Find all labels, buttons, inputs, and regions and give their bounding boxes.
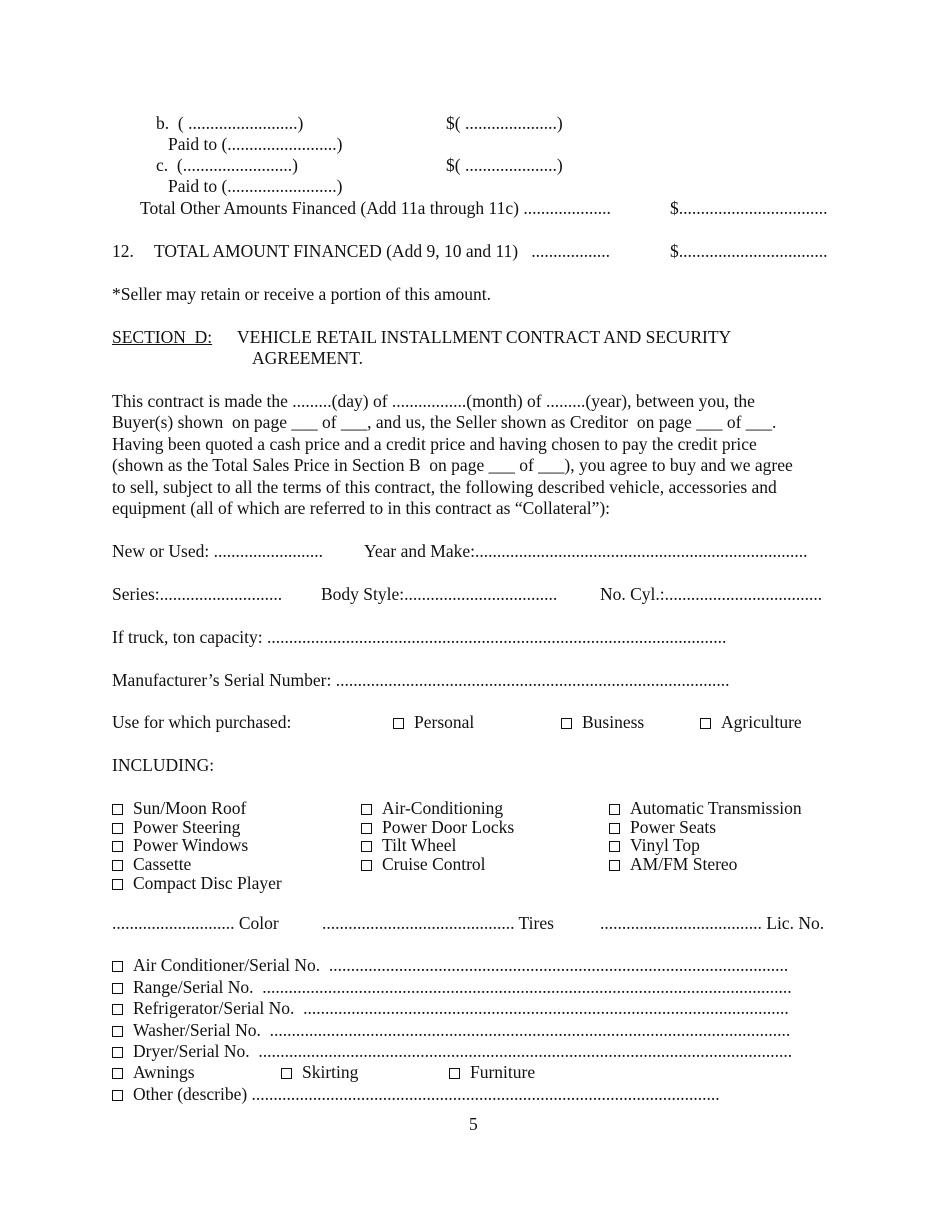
option-checkbox[interactable]: Power Steering <box>112 819 240 837</box>
option-checkbox[interactable]: Air-Conditioning <box>361 800 503 818</box>
section-d-heading: SECTION D: <box>112 327 213 347</box>
option-checkbox[interactable]: Cassette <box>112 856 191 874</box>
checkbox-icon[interactable] <box>361 823 372 834</box>
option-checkbox[interactable]: Power Seats <box>609 819 716 837</box>
appliance-checkbox[interactable]: Refrigerator/Serial No. ............................................................................................................... <box>112 1000 789 1018</box>
checkbox-icon[interactable] <box>112 1047 123 1058</box>
option-checkbox[interactable]: Vinyl Top <box>609 837 700 855</box>
awnings-checkbox[interactable]: Awnings <box>112 1064 195 1082</box>
section-d-title-line1: VEHICLE RETAIL INSTALLMENT CONTRACT AND SECURITY <box>237 327 732 347</box>
checkbox-icon[interactable] <box>112 860 123 871</box>
checkbox-icon[interactable] <box>700 718 711 729</box>
checkbox-icon[interactable] <box>609 823 620 834</box>
option-checkbox[interactable]: AM/FM Stereo <box>609 856 737 874</box>
item-11c-amount: $( .....................) <box>446 155 563 175</box>
option-checkbox[interactable]: Compact Disc Player <box>112 875 282 893</box>
checkbox-icon[interactable] <box>449 1068 460 1079</box>
item-11c-label: c. (.........................) <box>156 155 298 175</box>
item-11c-paid-to: Paid to (.........................) <box>168 176 343 196</box>
checkbox-icon[interactable] <box>112 1090 123 1101</box>
item-11b-amount: $( .....................) <box>446 113 563 133</box>
option-checkbox[interactable]: Tilt Wheel <box>361 837 456 855</box>
contract-line: equipment (all of which are referred to in this contract as “Collateral”): <box>112 498 611 518</box>
use-personal-checkbox[interactable]: Personal <box>393 714 474 732</box>
color-field[interactable]: ............................ Color <box>112 913 279 933</box>
checkbox-icon[interactable] <box>112 841 123 852</box>
furniture-checkbox[interactable]: Furniture <box>449 1064 535 1082</box>
checkbox-icon[interactable] <box>609 841 620 852</box>
total-other-amounts-value: $.................................. <box>670 198 828 218</box>
contract-line: This contract is made the .........(day) of .................(month) of .........(year), between you, the <box>112 391 755 411</box>
checkbox-icon[interactable] <box>393 718 404 729</box>
other-describe-checkbox[interactable]: Other (describe) ........................................................................................................... <box>112 1086 720 1104</box>
checkbox-icon[interactable] <box>112 1026 123 1037</box>
appliance-checkbox[interactable]: Washer/Serial No. ....................................................................................................................... <box>112 1022 790 1040</box>
including-label: INCLUDING: <box>112 755 215 775</box>
appliance-checkbox[interactable]: Dryer/Serial No. .......................................................................................................................... <box>112 1043 792 1061</box>
checkbox-icon[interactable] <box>281 1068 292 1079</box>
skirting-checkbox[interactable]: Skirting <box>281 1064 358 1082</box>
checkbox-icon[interactable] <box>561 718 572 729</box>
checkbox-icon[interactable] <box>609 860 620 871</box>
appliance-checkbox[interactable]: Range/Serial No. ......................................................................................................................... <box>112 979 792 997</box>
checkbox-icon[interactable] <box>609 804 620 815</box>
appliance-checkbox[interactable]: Air Conditioner/Serial No. ......................................................................................................... <box>112 957 788 975</box>
option-checkbox[interactable]: Power Windows <box>112 837 248 855</box>
serial-number-field[interactable]: Manufacturer’s Serial Number: .......................................................................................... <box>112 670 730 690</box>
checkbox-icon[interactable] <box>112 879 123 890</box>
checkbox-icon[interactable] <box>112 804 123 815</box>
checkbox-icon[interactable] <box>112 1004 123 1015</box>
year-and-make-field[interactable]: Year and Make:............................................................................ <box>364 541 808 561</box>
option-checkbox[interactable]: Power Door Locks <box>361 819 514 837</box>
contract-line: to sell, subject to all the terms of this contract, the following described vehicle, accessories and <box>112 477 777 497</box>
checkbox-icon[interactable] <box>361 804 372 815</box>
section-d-title-line2: AGREEMENT. <box>252 348 363 368</box>
no-cyl-field[interactable]: No. Cyl.:.................................... <box>600 584 823 604</box>
option-checkbox[interactable]: Sun/Moon Roof <box>112 800 246 818</box>
item-11b-paid-to: Paid to (.........................) <box>168 134 343 154</box>
checkbox-icon[interactable] <box>112 961 123 972</box>
use-business-checkbox[interactable]: Business <box>561 714 644 732</box>
body-style-field[interactable]: Body Style:................................... <box>321 584 558 604</box>
checkbox-icon[interactable] <box>361 841 372 852</box>
item-12-number: 12. <box>112 241 134 261</box>
option-checkbox[interactable]: Automatic Transmission <box>609 800 802 818</box>
contract-line: (shown as the Total Sales Price in Section B on page ___ of ___), you agree to buy and we agree <box>112 455 793 475</box>
item-11b-label: b. ( .........................) <box>156 113 304 133</box>
contract-line: Buyer(s) shown on page ___ of ___, and us, the Seller shown as Creditor on page ___ of ___. <box>112 412 777 432</box>
truck-capacity-field[interactable]: If truck, ton capacity: ......................................................................................................... <box>112 627 727 647</box>
checkbox-icon[interactable] <box>112 1068 123 1079</box>
checkbox-icon[interactable] <box>112 823 123 834</box>
tires-field[interactable]: ............................................ Tires <box>322 913 554 933</box>
seller-note: *Seller may retain or receive a portion of this amount. <box>112 284 492 304</box>
checkbox-icon[interactable] <box>112 983 123 994</box>
contract-line: Having been quoted a cash price and a credit price and having chosen to pay the credit price <box>112 434 757 454</box>
item-12-label: TOTAL AMOUNT FINANCED (Add 9, 10 and 11) .................. <box>154 241 611 261</box>
lic-no-field[interactable]: ..................................... Lic. No. <box>600 913 825 933</box>
checkbox-icon[interactable] <box>361 860 372 871</box>
total-other-amounts-label: Total Other Amounts Financed (Add 11a through 11c) .................... <box>140 198 611 218</box>
item-12-amount: $.................................. <box>670 241 828 261</box>
use-agriculture-checkbox[interactable]: Agriculture <box>700 714 802 732</box>
use-label: Use for which purchased: <box>112 712 292 732</box>
new-or-used-field[interactable]: New or Used: ......................... <box>112 541 323 561</box>
option-checkbox[interactable]: Cruise Control <box>361 856 486 874</box>
series-field[interactable]: Series:............................ <box>112 584 283 604</box>
page-number: 5 <box>469 1114 478 1134</box>
